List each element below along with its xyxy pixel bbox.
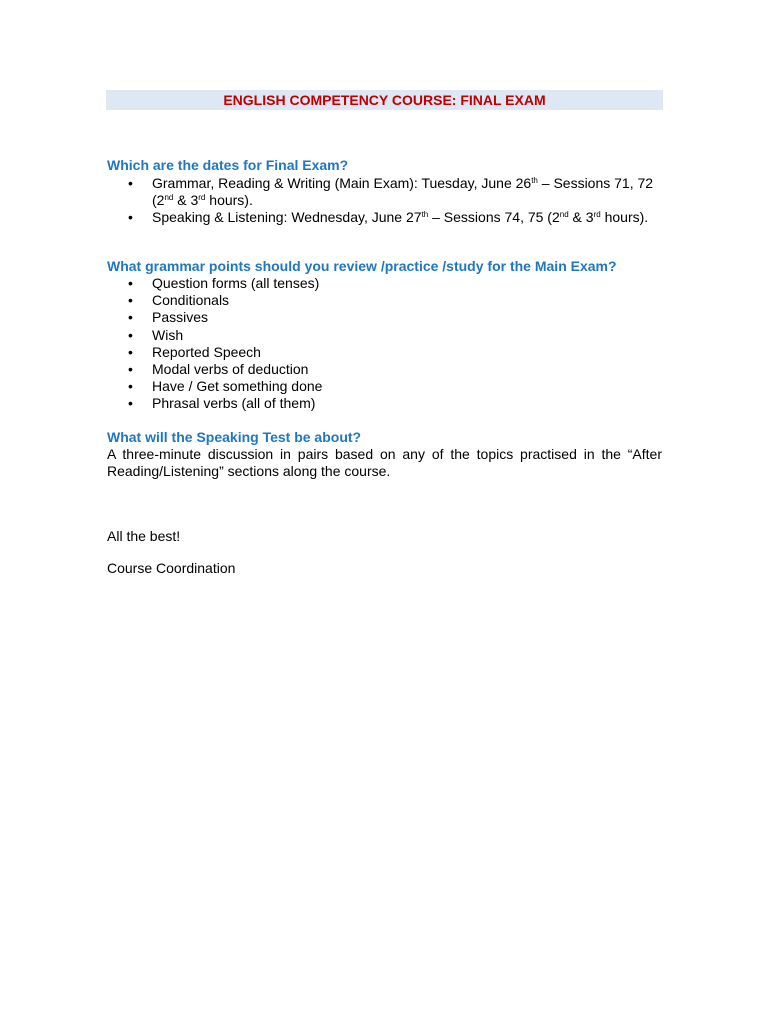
list-item: • Question forms (all tenses): [128, 275, 320, 291]
bullet-icon: •: [128, 292, 133, 309]
list-item: • Grammar, Reading & Writing (Main Exam): Tuesday, June 26th – Sessions 71, 72 (2nd & 3rd hours).: [128, 175, 654, 209]
list-item: • Wish: [128, 326, 184, 343]
dates-heading: Which are the dates for Final Exam?: [107, 157, 349, 173]
speaking-description: A three-minute discussion in pairs based on any of the topics practised in the “After Reading/Listening” sections along the course.: [107, 446, 662, 479]
document-title: ENGLISH COMPETENCY COURSE: FINAL EXAM: [106, 90, 663, 110]
list-item: • Passives: [128, 309, 209, 326]
list-item: • Modal verbs of deduction: [128, 361, 309, 378]
list-item: • Phrasal verbs (all of them): [128, 395, 316, 412]
grammar-list: [107, 275, 663, 413]
dates-list: [107, 175, 663, 227]
signature-text: Course Coordination: [107, 560, 236, 576]
list-item: • Speaking & Listening: Wednesday, June 27th – Sessions 74, 75 (2nd & 3rd hours).: [128, 209, 649, 226]
bullet-icon: •: [128, 309, 133, 326]
list-item: • Conditionals: [128, 292, 230, 309]
list-item: • Have / Get something done: [128, 378, 323, 395]
closing-text: All the best!: [107, 528, 181, 544]
bullet-icon: •: [128, 326, 133, 343]
bullet-icon: •: [128, 209, 133, 226]
speaking-heading: What will the Speaking Test be about?: [107, 429, 362, 445]
bullet-icon: •: [128, 343, 133, 360]
bullet-icon: •: [128, 175, 133, 191]
bullet-icon: •: [128, 361, 133, 378]
bullet-icon: •: [128, 378, 133, 395]
bullet-icon: •: [128, 395, 133, 412]
list-item: • Reported Speech: [128, 343, 261, 360]
grammar-heading: What grammar points should you review /practice /study for the Main Exam?: [107, 258, 617, 274]
bullet-icon: •: [128, 275, 133, 291]
